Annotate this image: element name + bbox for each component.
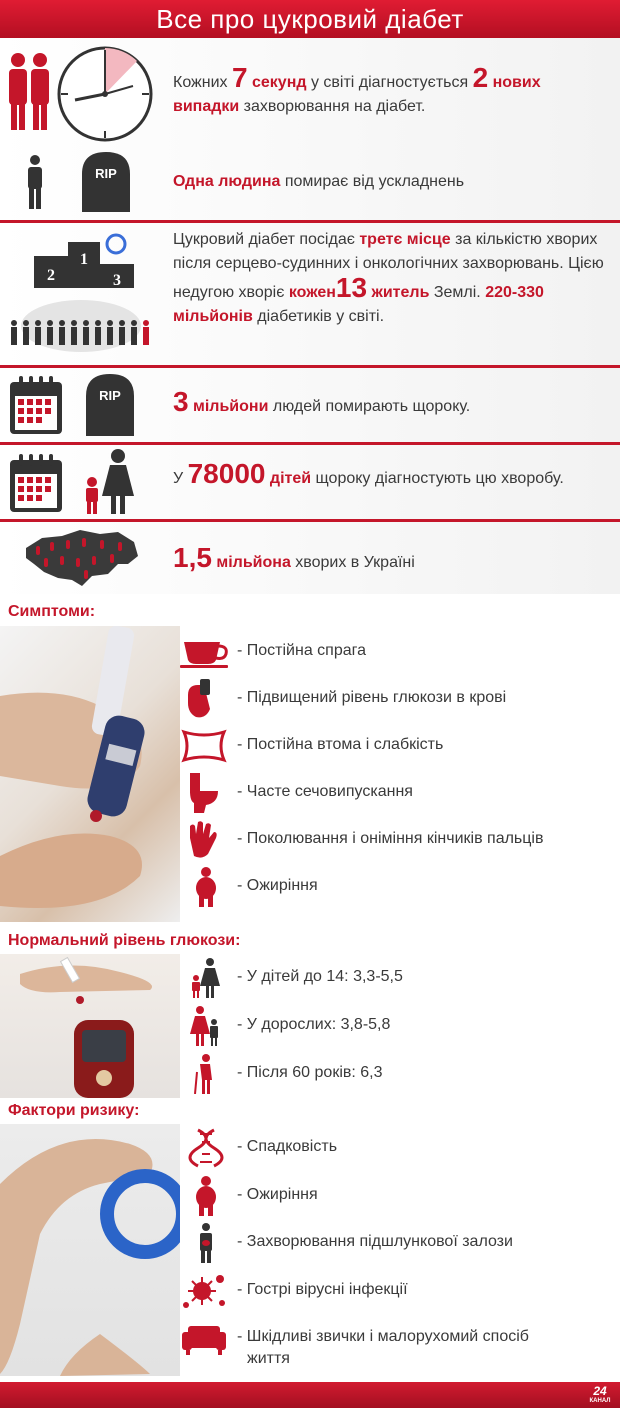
stat-1-text-h: захворювання на діабет. — [239, 98, 426, 115]
glucose-title: Нормальний рівень глюкози: — [8, 932, 241, 949]
clock-icon — [55, 44, 155, 144]
symptom-text: - Постійна спрага — [237, 642, 367, 659]
dna-icon — [180, 1128, 232, 1168]
symptom-text: - Ожиріння — [237, 877, 318, 894]
rip-label: RIP — [99, 388, 121, 403]
stat-3-highlight: третє місце — [359, 231, 451, 248]
stat-2-text — [173, 170, 608, 194]
risk-text: - Захворювання підшлункової залози — [237, 1233, 513, 1250]
symptom-text: - Часте сечовипускання — [237, 783, 413, 800]
podium-icon — [30, 228, 140, 290]
stat-5-unit: дітей — [265, 470, 312, 487]
stat-4-unit: мільйони — [188, 398, 269, 415]
glucose-photo — [0, 954, 180, 1098]
adults-icon — [180, 1006, 232, 1046]
risks-photo — [0, 1124, 180, 1376]
risk-text-line2: життя — [247, 1350, 290, 1367]
stat-3-text-a: Цукровий діабет посідає — [173, 231, 360, 248]
stat-6-unit: мільйона — [211, 554, 291, 571]
child-adult-icon — [180, 958, 232, 998]
stat-1-text-g: випадки — [173, 98, 240, 115]
risk-text: - Спадковість — [237, 1138, 338, 1155]
stat-5-text-a: У — [173, 470, 188, 487]
ukraine-map-icon — [22, 528, 142, 590]
symptom-text: - Підвищений рівень глюкози в крові — [237, 689, 507, 706]
footer — [0, 1382, 620, 1408]
stat-3-millions: 220-330 мільйонів — [173, 284, 544, 325]
people-pair-icon — [4, 50, 56, 132]
hand-icon — [180, 820, 232, 860]
glucometer-hand-icon — [180, 679, 232, 719]
cup-icon — [180, 632, 232, 672]
channel-24-logo[interactable] — [586, 1382, 614, 1408]
risk-text: - Гострі вірусні інфекції — [237, 1281, 408, 1298]
rip-label: RIP — [95, 166, 117, 181]
stat-1-text-d: у світі діагностується — [306, 74, 473, 91]
person-icon — [24, 154, 46, 210]
stat-6-text-c: хворих в Україні — [290, 554, 415, 571]
crowd-icon — [6, 296, 156, 352]
stat-1-text — [173, 62, 608, 119]
risk-text-line1: - Шкідливі звички і малорухомий спосіб — [237, 1328, 529, 1345]
symptoms-title: Симптоми: — [8, 603, 96, 620]
podium-1-label: 1 — [80, 251, 88, 268]
stat-1-number: 7 — [231, 62, 248, 93]
glucometer-illustration — [0, 954, 180, 1098]
page-title: Все про цукровий діабет — [156, 4, 464, 34]
obese-person-icon — [180, 867, 232, 907]
symptom-text: - Поколювання і оніміння кінчиків пальців — [237, 830, 544, 847]
logo-subtext: КАНАЛ — [589, 1398, 611, 1404]
risk-text: - Ожиріння — [237, 1186, 318, 1203]
podium-3-label: 3 — [113, 272, 121, 289]
stat-4-number: 3 — [173, 386, 189, 417]
stat-3-text-f: житель — [367, 284, 430, 301]
logo-text: 24 — [593, 1384, 607, 1398]
podium-2-label: 2 — [47, 267, 55, 284]
stat-5-text-d: щороку діагностують цю хворобу. — [311, 470, 564, 487]
tombstone-icon — [76, 150, 136, 212]
stat-3-text-d: кожен — [288, 284, 336, 301]
glucose-text: - У дорослих: 3,8-5,8 — [237, 1016, 391, 1033]
virus-icon — [180, 1271, 232, 1311]
calendar-icon — [8, 452, 64, 514]
header — [0, 0, 620, 38]
stat-3-text-g: Землі. — [429, 284, 486, 301]
tombstone-icon — [80, 372, 140, 436]
pillow-icon — [180, 726, 232, 766]
elderly-icon — [180, 1054, 232, 1094]
toilet-icon — [180, 773, 232, 813]
mother-child-icon — [80, 448, 136, 516]
stat-3-number: 13 — [335, 272, 368, 303]
stat-1-count: 2 — [472, 62, 489, 93]
stat-6-text — [173, 542, 608, 575]
stat-3-text — [173, 228, 608, 329]
stat-5-text — [173, 458, 608, 491]
pancreas-icon — [180, 1223, 232, 1263]
stat-4-text-c: людей помирають щороку. — [268, 398, 471, 415]
blue-ring-illustration — [0, 1124, 180, 1376]
risk-text — [237, 1326, 529, 1370]
risks-title: Фактори ризику: — [8, 1102, 140, 1119]
glucose-text: - У дітей до 14: 3,3-5,5 — [237, 968, 403, 985]
obese-person-icon — [180, 1176, 232, 1216]
glucose-text: - Після 60 років: 6,3 — [237, 1064, 383, 1081]
stat-3-text-c: за кількістю хворих після серцево-судинних і онкологічних захворювань. Цією недугою хворіє — [173, 231, 604, 301]
stat-2-highlight: Одна людина — [173, 173, 281, 190]
stat-3-text-i: діабетиків у світі. — [252, 308, 385, 325]
glucose-lancet-illustration — [0, 626, 180, 922]
symptoms-photo — [0, 626, 180, 922]
stat-1-unit: секунд — [247, 74, 307, 91]
stat-2-text-b: помирає від ускладнень — [280, 173, 465, 190]
calendar-icon — [8, 374, 64, 436]
stat-6-number: 1,5 — [173, 542, 212, 573]
stat-5-number: 78000 — [187, 458, 266, 489]
symptom-text: - Постійна втома і слабкість — [237, 736, 444, 753]
stat-1-text-a: Кожних — [173, 74, 232, 91]
sofa-icon — [180, 1318, 232, 1358]
stat-1-text-f: нових — [488, 74, 541, 91]
stat-4-text — [173, 386, 608, 419]
